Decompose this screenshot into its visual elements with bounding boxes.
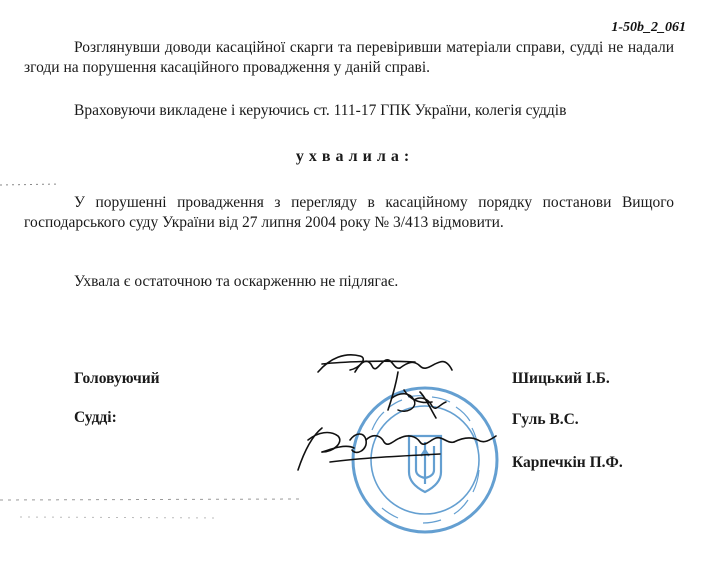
judge-name-2: Гуль В.С.: [512, 411, 579, 428]
scan-artifact-line: [0, 495, 710, 505]
paragraph-decision: У порушенні провадження з перегляду в касаційному порядку постанови Вищого господарського суду України від 27 липня 2004 року № 3/413 відмовити.: [24, 194, 674, 231]
signature-judge: [392, 394, 446, 412]
scan-artifact-line: [0, 512, 710, 522]
signature-chair: [318, 355, 452, 418]
chair-label: Головуючий: [74, 370, 160, 387]
paragraph-final: Ухвала є остаточною та оскарженню не підлягає.: [74, 273, 399, 290]
court-seal: [353, 388, 497, 532]
document-id: 1-50b_2_061: [611, 20, 686, 35]
scan-artifact-line: [0, 180, 710, 190]
resolution-heading: ухвалила:: [295, 148, 415, 165]
judges-label: Судді:: [74, 409, 117, 426]
judge-name-3: Карпечкін П.Ф.: [512, 454, 623, 471]
signature-judge: [298, 428, 496, 470]
paragraph-review: Розглянувши доводи касаційної скарги та перевіривши матеріали справи, судді не надали згоди на порушення касаційного провадження у даній справі.: [24, 39, 674, 76]
judge-name-1: Шицький І.Б.: [512, 370, 610, 387]
paragraph-considering: Враховуючи викладене і керуючись ст. 111-17 ГПК України, колегія суддів: [74, 102, 567, 119]
